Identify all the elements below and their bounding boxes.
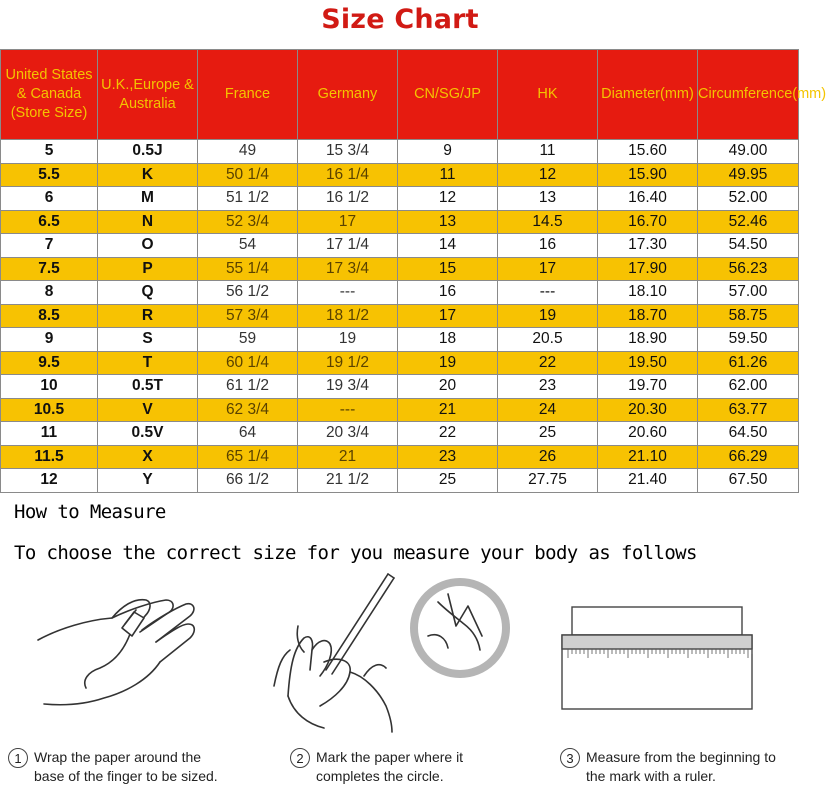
uk-size-cell: S [98, 328, 198, 352]
us-size-cell: 6 [1, 187, 98, 211]
france-size-cell: 65 1/4 [198, 445, 298, 469]
page-title: Size Chart [321, 4, 479, 35]
us-size-cell: 7 [1, 234, 98, 258]
germany-size-cell: 18 1/2 [298, 304, 398, 328]
france-size-cell: 57 3/4 [198, 304, 298, 328]
cn-size-cell: 20 [398, 375, 498, 399]
diameter-cell: 18.90 [598, 328, 698, 352]
table-row [1, 422, 799, 446]
circumference-cell: 67.50 [698, 469, 799, 493]
cn-size-cell: 17 [398, 304, 498, 328]
header-hk: HK [498, 50, 598, 140]
circumference-cell: 63.77 [698, 398, 799, 422]
us-size-cell: 6.5 [1, 210, 98, 234]
germany-size-cell: --- [298, 281, 398, 305]
diameter-cell: 15.60 [598, 140, 698, 164]
uk-size-cell: 0.5J [98, 140, 198, 164]
circumference-cell: 56.23 [698, 257, 799, 281]
hk-size-cell: 17 [498, 257, 598, 281]
us-size-cell: 7.5 [1, 257, 98, 281]
header-germany: Germany [298, 50, 398, 140]
hk-size-cell: 19 [498, 304, 598, 328]
hk-size-cell: 14.5 [498, 210, 598, 234]
france-size-cell: 49 [198, 140, 298, 164]
hk-size-cell: 27.75 [498, 469, 598, 493]
france-size-cell: 54 [198, 234, 298, 258]
hk-size-cell: 24 [498, 398, 598, 422]
cn-size-cell: 13 [398, 210, 498, 234]
france-size-cell: 60 1/4 [198, 351, 298, 375]
circumference-cell: 66.29 [698, 445, 799, 469]
us-size-cell: 5.5 [1, 163, 98, 187]
uk-size-cell: K [98, 163, 198, 187]
header-france: France [198, 50, 298, 140]
france-size-cell: 62 3/4 [198, 398, 298, 422]
how-to-measure-heading: How to Measure [14, 501, 166, 523]
step-1-text: Wrap the paper around the base of the finger to be sized. [34, 749, 218, 784]
germany-size-cell: 21 1/2 [298, 469, 398, 493]
cn-size-cell: 14 [398, 234, 498, 258]
germany-size-cell: 16 1/2 [298, 187, 398, 211]
header-cn: CN/SG/JP [398, 50, 498, 140]
us-size-cell: 5 [1, 140, 98, 164]
hk-size-cell: 26 [498, 445, 598, 469]
us-size-cell: 12 [1, 469, 98, 493]
cn-size-cell: 15 [398, 257, 498, 281]
circumference-cell: 62.00 [698, 375, 799, 399]
step-2 [290, 748, 463, 786]
hk-size-cell: 22 [498, 351, 598, 375]
germany-size-cell: 19 3/4 [298, 375, 398, 399]
diameter-cell: 20.60 [598, 422, 698, 446]
circumference-cell: 49.95 [698, 163, 799, 187]
us-size-cell: 8.5 [1, 304, 98, 328]
germany-size-cell: 19 1/2 [298, 351, 398, 375]
us-size-cell: 10.5 [1, 398, 98, 422]
step-3-number: 3 [560, 748, 580, 768]
cn-size-cell: 16 [398, 281, 498, 305]
size-chart-table [0, 49, 826, 493]
table-row [1, 469, 799, 493]
diameter-cell: 15.90 [598, 163, 698, 187]
germany-size-cell: 17 [298, 210, 398, 234]
cn-size-cell: 21 [398, 398, 498, 422]
germany-size-cell: --- [298, 398, 398, 422]
uk-size-cell: 0.5T [98, 375, 198, 399]
uk-size-cell: O [98, 234, 198, 258]
circumference-cell: 54.50 [698, 234, 799, 258]
germany-size-cell: 17 3/4 [298, 257, 398, 281]
table-row [1, 210, 799, 234]
uk-size-cell: N [98, 210, 198, 234]
table-row [1, 304, 799, 328]
hk-size-cell: 20.5 [498, 328, 598, 352]
diameter-cell: 18.10 [598, 281, 698, 305]
cn-size-cell: 23 [398, 445, 498, 469]
cn-size-cell: 25 [398, 469, 498, 493]
step-2-text: Mark the paper where it completes the circle. [316, 749, 464, 784]
ruler-measure-icon [560, 605, 765, 715]
uk-size-cell: M [98, 187, 198, 211]
table-body [1, 140, 799, 493]
circumference-cell: 58.75 [698, 304, 799, 328]
diameter-cell: 21.40 [598, 469, 698, 493]
us-size-cell: 10 [1, 375, 98, 399]
cn-size-cell: 9 [398, 140, 498, 164]
germany-size-cell: 15 3/4 [298, 140, 398, 164]
table-row [1, 375, 799, 399]
diameter-cell: 18.70 [598, 304, 698, 328]
table-row [1, 257, 799, 281]
diameter-cell: 20.30 [598, 398, 698, 422]
uk-size-cell: X [98, 445, 198, 469]
us-size-cell: 11 [1, 422, 98, 446]
circumference-cell: 49.00 [698, 140, 799, 164]
germany-size-cell: 20 3/4 [298, 422, 398, 446]
france-size-cell: 56 1/2 [198, 281, 298, 305]
diameter-cell: 17.30 [598, 234, 698, 258]
circumference-cell: 64.50 [698, 422, 799, 446]
hk-size-cell: 25 [498, 422, 598, 446]
hk-size-cell: 16 [498, 234, 598, 258]
diameter-cell: 19.70 [598, 375, 698, 399]
france-size-cell: 64 [198, 422, 298, 446]
hk-size-cell: 11 [498, 140, 598, 164]
germany-size-cell: 16 1/4 [298, 163, 398, 187]
cn-size-cell: 18 [398, 328, 498, 352]
france-size-cell: 61 1/2 [198, 375, 298, 399]
diameter-cell: 16.40 [598, 187, 698, 211]
us-size-cell: 9 [1, 328, 98, 352]
hk-size-cell: 12 [498, 163, 598, 187]
table-row [1, 163, 799, 187]
uk-size-cell: Q [98, 281, 198, 305]
germany-size-cell: 17 1/4 [298, 234, 398, 258]
uk-size-cell: V [98, 398, 198, 422]
france-size-cell: 59 [198, 328, 298, 352]
cn-size-cell: 11 [398, 163, 498, 187]
hand-with-paper-icon [30, 580, 220, 735]
hk-size-cell: 23 [498, 375, 598, 399]
header-circumference: Circumference(mm) [698, 50, 799, 140]
header-diameter: Diameter(mm) [598, 50, 698, 140]
diameter-cell: 17.90 [598, 257, 698, 281]
us-size-cell: 9.5 [1, 351, 98, 375]
hk-size-cell: 13 [498, 187, 598, 211]
germany-size-cell: 21 [298, 445, 398, 469]
cn-size-cell: 12 [398, 187, 498, 211]
table-row [1, 328, 799, 352]
step-2-number: 2 [290, 748, 310, 768]
uk-size-cell: Y [98, 469, 198, 493]
step-3 [560, 748, 776, 786]
circumference-cell: 59.50 [698, 328, 799, 352]
france-size-cell: 55 1/4 [198, 257, 298, 281]
uk-size-cell: T [98, 351, 198, 375]
france-size-cell: 52 3/4 [198, 210, 298, 234]
table-row [1, 281, 799, 305]
table-row [1, 445, 799, 469]
france-size-cell: 66 1/2 [198, 469, 298, 493]
table-header-row [1, 50, 799, 140]
circumference-cell: 61.26 [698, 351, 799, 375]
table-row [1, 351, 799, 375]
france-size-cell: 51 1/2 [198, 187, 298, 211]
measure-instruction: To choose the correct size for you measure your body as follows [14, 542, 697, 564]
france-size-cell: 50 1/4 [198, 163, 298, 187]
diameter-cell: 21.10 [598, 445, 698, 469]
diameter-cell: 19.50 [598, 351, 698, 375]
table-row [1, 187, 799, 211]
us-size-cell: 8 [1, 281, 98, 305]
diameter-cell: 16.70 [598, 210, 698, 234]
uk-size-cell: 0.5V [98, 422, 198, 446]
uk-size-cell: P [98, 257, 198, 281]
step-3-text: Measure from the beginning to the mark with a ruler. [586, 749, 776, 784]
uk-size-cell: R [98, 304, 198, 328]
header-us: United States & Canada (Store Size) [1, 50, 98, 140]
table-row [1, 398, 799, 422]
cn-size-cell: 19 [398, 351, 498, 375]
hk-size-cell: --- [498, 281, 598, 305]
header-uk: U.K.,Europe & Australia [98, 50, 198, 140]
circumference-cell: 57.00 [698, 281, 799, 305]
circumference-cell: 52.46 [698, 210, 799, 234]
table-row [1, 234, 799, 258]
hand-marking-paper-icon [268, 566, 518, 736]
germany-size-cell: 19 [298, 328, 398, 352]
table-row [1, 140, 799, 164]
step-1-number: 1 [8, 748, 28, 768]
circumference-cell: 52.00 [698, 187, 799, 211]
step-1 [8, 748, 218, 786]
cn-size-cell: 22 [398, 422, 498, 446]
us-size-cell: 11.5 [1, 445, 98, 469]
